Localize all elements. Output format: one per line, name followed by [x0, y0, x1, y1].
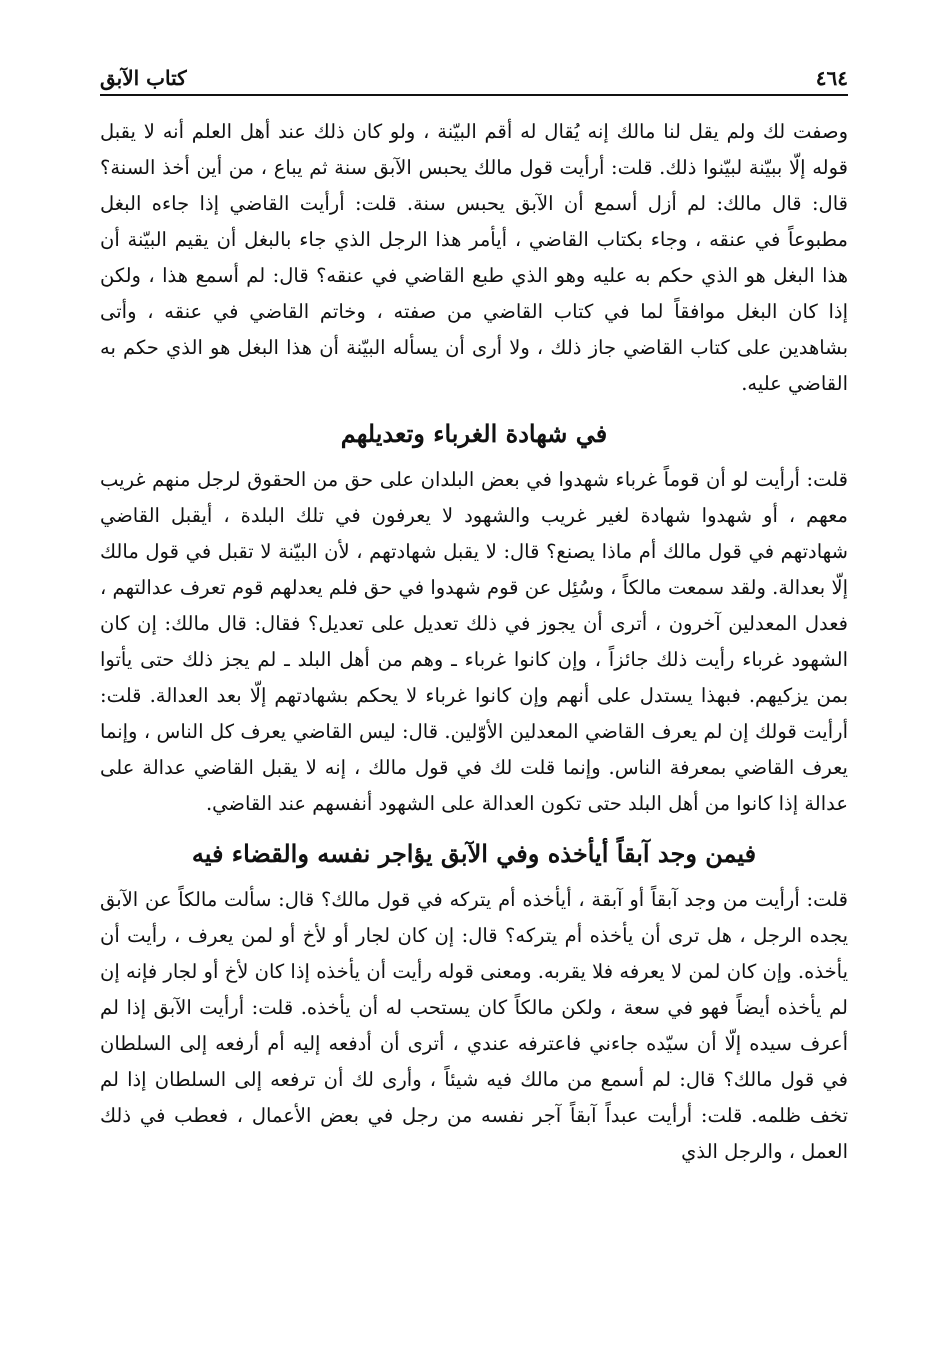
page-number: ٤٦٤ — [815, 66, 848, 90]
paragraph-1: وصفت لك ولم يقل لنا مالك إنه يُقال له أقم البيّنة ، ولو كان ذلك عند أهل العلم أنه لا يقبل قوله إلّا ببيّنة لبيّنوا ذلك. قلت: أرأيت قول مالك يحبس الآبق سنة ثم يباع ، من أين أخذ السنة؟ قال: قال مالك: لم أزل أسمع أن الآبق يحبس سنة. قلت: أرأيت القاضي إذا جاءه البغل مطبوعاً في عنقه ، وجاء بكتاب القاضي ، أيأمر هذا الرجل الذي جاء بالبغل أن يقيم البيّنة أن هذا البغل هو الذي حكم به عليه وهو الذي طبع القاضي في عنقه؟ قال: لم أسمع هذا ، ولكن إذا كان البغل موافقاً لما في كتاب القاضي من صفته ، وخاتم القاضي في عنقه ، وأتى بشاهدين على كتاب القاضي جاز ذلك ، ولا أرى أن يسأله البيّنة أن هذا البغل هو الذي حكم به القاضي عليه. — [100, 120, 848, 395]
header-divider — [100, 94, 848, 96]
document-page — [100, 58, 848, 1308]
section-heading-2: فيمن وجد آبقاً أيأخذه وفي الآبق يؤاجر نفسه والقضاء فيه — [191, 839, 757, 868]
paragraph-3: قلت: أرأيت من وجد آبقاً أو آبقة ، أيأخذه أم يتركه في قول مالك؟ قال: سألت مالكاً عن الآبق يجده الرجل ، هل ترى أن يأخذه أم يتركه؟ قال: إن كان لجار أو لأخ أو لمن يعرف ، رأيت أن يأخذه. وإن كان لمن لا يعرفه فلا يقربه. ومعنى قوله رأيت أن يأخذه إذا كان لأخ أو لجار فإنه إن لم يأخذه أيضاً فهو في سعة ، ولكن مالكاً كان يستحب له أن يأخذه. قلت: أرأيت الآبق إذا لم أعرف سيده إلّا أن سيّده جاءني فاعترفه عندي ، أترى أن أدفعه إليه أم أرفعه إلى السلطان في قول مالك؟ قال: لم أسمع من مالك فيه شيئاً ، وأرى لك أن ترفعه إلى السلطان إذا لم تخف ظلمه. قلت: أرأيت عبداً آبقاً آجر نفسه من رجل في بعض الأعمال ، فعطب في ذلك العمل ، والرجل الذي — [100, 888, 848, 1163]
section-heading-1: في شهادة الغرباء وتعديلهم — [340, 419, 608, 448]
running-head — [100, 58, 848, 90]
paragraph-2: قلت: أرأيت لو أن قوماً غرباء شهدوا في بعض البلدان على حق من الحقوق لرجل منهم غريب معهم ، أو شهدوا شهادة لغير غريب والشهود لا يعرفون في تلك البلدة ، أيقبل القاضي شهادتهم في قول مالك أم ماذا يصنع؟ قال: لا يقبل شهادتهم ، لأن البيّنة لا تقبل في قول مالك إلّا بعدالة. ولقد سمعت مالكاً ، وسُئِل عن قوم شهدوا في حق فلم يعدلهم قوم تعرف عدالتهم ، فعدل المعدلين آخرون ، أترى أن يجوز في ذلك تعديل على تعديل؟ فقال: قال مالك: إن كان الشهود غرباء رأيت ذلك جائزاً ، وإن كانوا غرباء ـ وهم من أهل البلد ـ لم يجز ذلك حتى يأتوا بمن يزكيهم. فبهذا يستدل على أنهم وإن كانوا غرباء لا يحكم بشهادتهم إلّا بعد العدالة. قلت: أرأيت قولك إن لم يعرف القاضي المعدلين الأوّلين. قال: ليس القاضي يعرف كل الناس ، وإنما يعرف القاضي بمعرفة الناس. وإنما قلت لك في قول مالك ، إنه لا يقبل القاضي عدالة على عدالة إذا كانوا من أهل البلد حتى تكون العدالة على الشهود أنفسهم عند القاضي. — [100, 468, 848, 815]
book-title: كتاب الآبق — [100, 66, 187, 90]
